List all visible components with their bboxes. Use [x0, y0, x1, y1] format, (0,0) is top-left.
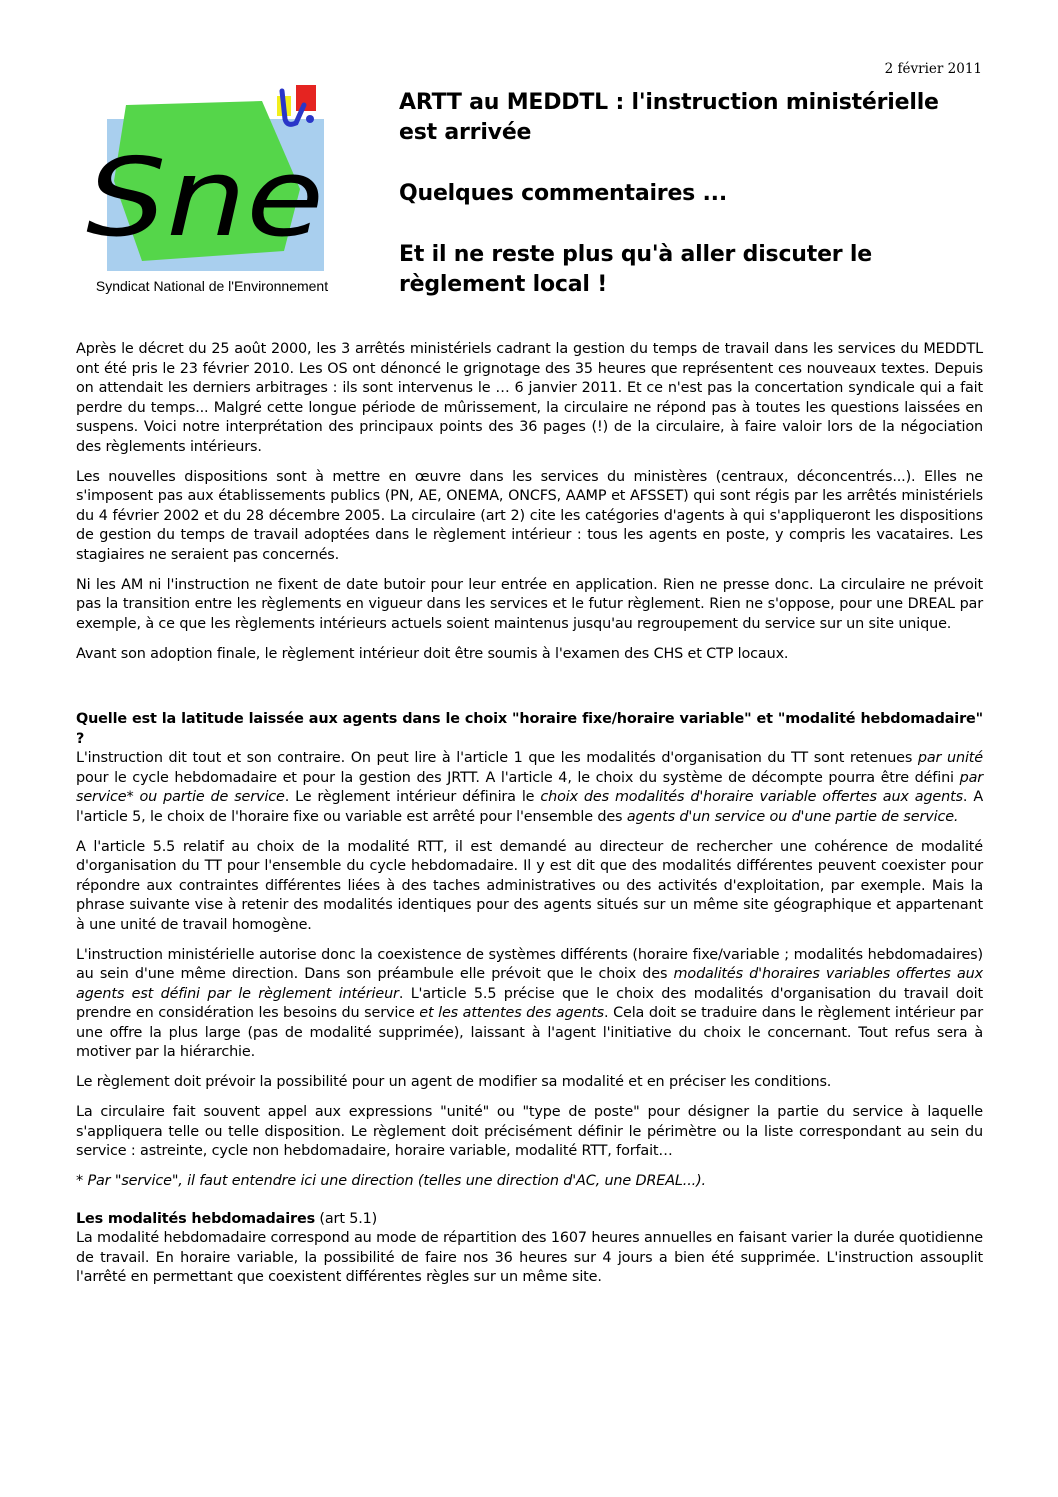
intro-paragraph-1: Après le décret du 25 août 2000, les 3 arrêtés ministériels cadrant la gestion du temps de travail dans les services du MEDDTL ont été pris le 23 février 2010. Les OS ont dénoncé le grignotage des 35 heures que représentent ces nouveaux textes. Depuis on attendait les derniers arbitrages : ils sont intervenus le … 6 janvier 2011. Et ce n'est pas la concertation syndicale qui a fait perdre du temps... Malgré cette longue période de mûrissement, la circulaire ne répond pas à toutes les questions laissées en suspens. Voici notre interprétation des principaux points des 36 pages (!) de la circulaire, à faire valoir lors de la négociation des règlements intérieurs. — [76, 341, 983, 455]
section1-paragraph-1: L'instruction dit tout et son contraire. On peut lire à l'article 1 que les modalités d'organisation du TT sont retenues par unité pour le cycle hebdomadaire et pour la gestion des JRTT. A l'article 4, le choix du système de décompte pourra être défini par service* ou partie de service. Le règlement intérieur définira le choix des modalités d'horaire variable offertes aux agents. A l'article 5, le choix de l'horaire fixe ou variable est arrêté pour l'ensemble des agents d'un service ou d'une partie de service. — [76, 750, 984, 825]
intro-paragraph-3: Ni les AM ni l'instruction ne fixent de date butoir pour leur entrée en application. Rien ne presse donc. La circulaire ne prévoit pas la transition entre les règlements en vigueur dans les services et le futur règlement. Rien ne s'oppose, pour une DREAL par exemple, à ce que les règlements intérieurs actuels soient maintenus jusqu'au regroupement du service sur un site unique. — [76, 576, 983, 632]
sne-logo — [84, 85, 340, 297]
document-subtitle: Quelques commentaires ... — [399, 181, 727, 206]
section1-paragraph-5: La circulaire fait souvent appel aux expressions "unité" ou "type de poste" pour désigner la partie du service à laquelle s'appliquera telle ou telle disposition. Le règlement doit précisément définir le périmètre ou la liste correspondant au sein du service : astreinte, cycle non hebdomadaire, horaire variable, modalité RTT, forfait… — [76, 1104, 983, 1159]
title-line-2: est arrivée — [399, 120, 532, 145]
call-line-1: Et il ne reste plus qu'à aller discuter le — [399, 242, 872, 267]
call-line-2: règlement local ! — [399, 272, 608, 297]
section1-paragraph-2: A l'article 5.5 relatif au choix de la modalité RTT, il est demandé au directeur de rechercher une cohérence de modalité d'organisation du TT pour l'ensemble du cycle hebdomadaire. Il y est dit que des modalités différentes peuvent coexister pour répondre aux contraintes différentes liées à des taches administratives ou des activités d'exploitation, par exemple. Mais la phrase suivante vise à retenir des modalités identiques pour des agents situés sur un même site géographique et appartenant à une unité de travail homogène. — [76, 838, 983, 933]
section1-paragraph-4: Le règlement doit prévoir la possibilité pour un agent de modifier sa modalité et en préciser les conditions. — [76, 1074, 832, 1090]
footnote: * Par "service", il faut entendre ici une direction (telles une direction d'AC, une DREAL...). — [76, 1173, 706, 1189]
intro-paragraph-4: Avant son adoption finale, le règlement intérieur doit être soumis à l'examen des CHS et CTP locaux. — [76, 645, 789, 662]
document-title — [399, 88, 999, 148]
title-line-1: ARTT au MEDDTL : l'instruction ministérielle — [399, 90, 939, 115]
section-question-heading: Quelle est la latitude laissée aux agents dans le choix "horaire fixe/horaire variable" et "modalité hebdomadaire" ? — [76, 711, 983, 747]
call-to-action-heading — [399, 240, 999, 300]
section1-paragraph-3: L'instruction ministérielle autorise donc la coexistence de systèmes différents (horaire fixe/variable ; modalités hebdomadaires) au sein d'une même direction. Dans son préambule elle prévoit que le choix des modalités d'horaires variables offertes aux agents est défini par le règlement intérieur. L'article 5.5 précise que le choix des modalités d'organisation du travail doit prendre en considération les besoins du service et les attentes des agents. Cela doit se traduire dans le règlement intérieur par une offre la plus large (pas de modalité supprimée), laissant à l'agent l'initiative du choix le concernant. Tout refus sera à motiver par la hiérarchie. — [76, 946, 983, 1060]
logo-dot — [306, 115, 314, 123]
sne-logo-graphic — [84, 85, 340, 275]
logo-caption: Syndicat National de l'Environnement — [95, 278, 329, 294]
section2-paragraph-1: La modalité hebdomadaire correspond au mode de répartition des 1607 heures annuelles en faisant varier la durée quotidienne de travail. En horaire variable, la possibilité de faire nos 36 heures sur 4 jours a bien été supprimée. L'instruction assouplit l'arrêté en permettant que coexistent différentes règles sur un même site. — [76, 1230, 983, 1285]
logo-sne-text: Sne — [86, 136, 324, 261]
document-body — [76, 340, 983, 1298]
intro-paragraph-2: Les nouvelles dispositions sont à mettre en œuvre dans les services du ministères (centraux, déconcentrés...). Elles ne s'imposent pas aux établissements publics (PN, AE, ONEMA, ONCFS, AAMP et AFSSET) qui sont régis par les arrêtés ministériels du 4 février 2002 et du 28 décembre 2005. La circulaire (art 2) cite les catégories d'agents à qui s'appliqueront les dispositions de gestion du temps de travail adoptées dans le règlement intérieur : tous les agents en poste, y compris les vacataires. Les stagiaires ne seraient pas concernés. — [76, 468, 983, 563]
logo-red-block — [296, 85, 316, 111]
section2-heading: Les modalités hebdomadaires (art 5.1) — [76, 1210, 378, 1227]
document-headings — [399, 88, 999, 300]
document-date: 2 février 2011 — [884, 61, 982, 77]
